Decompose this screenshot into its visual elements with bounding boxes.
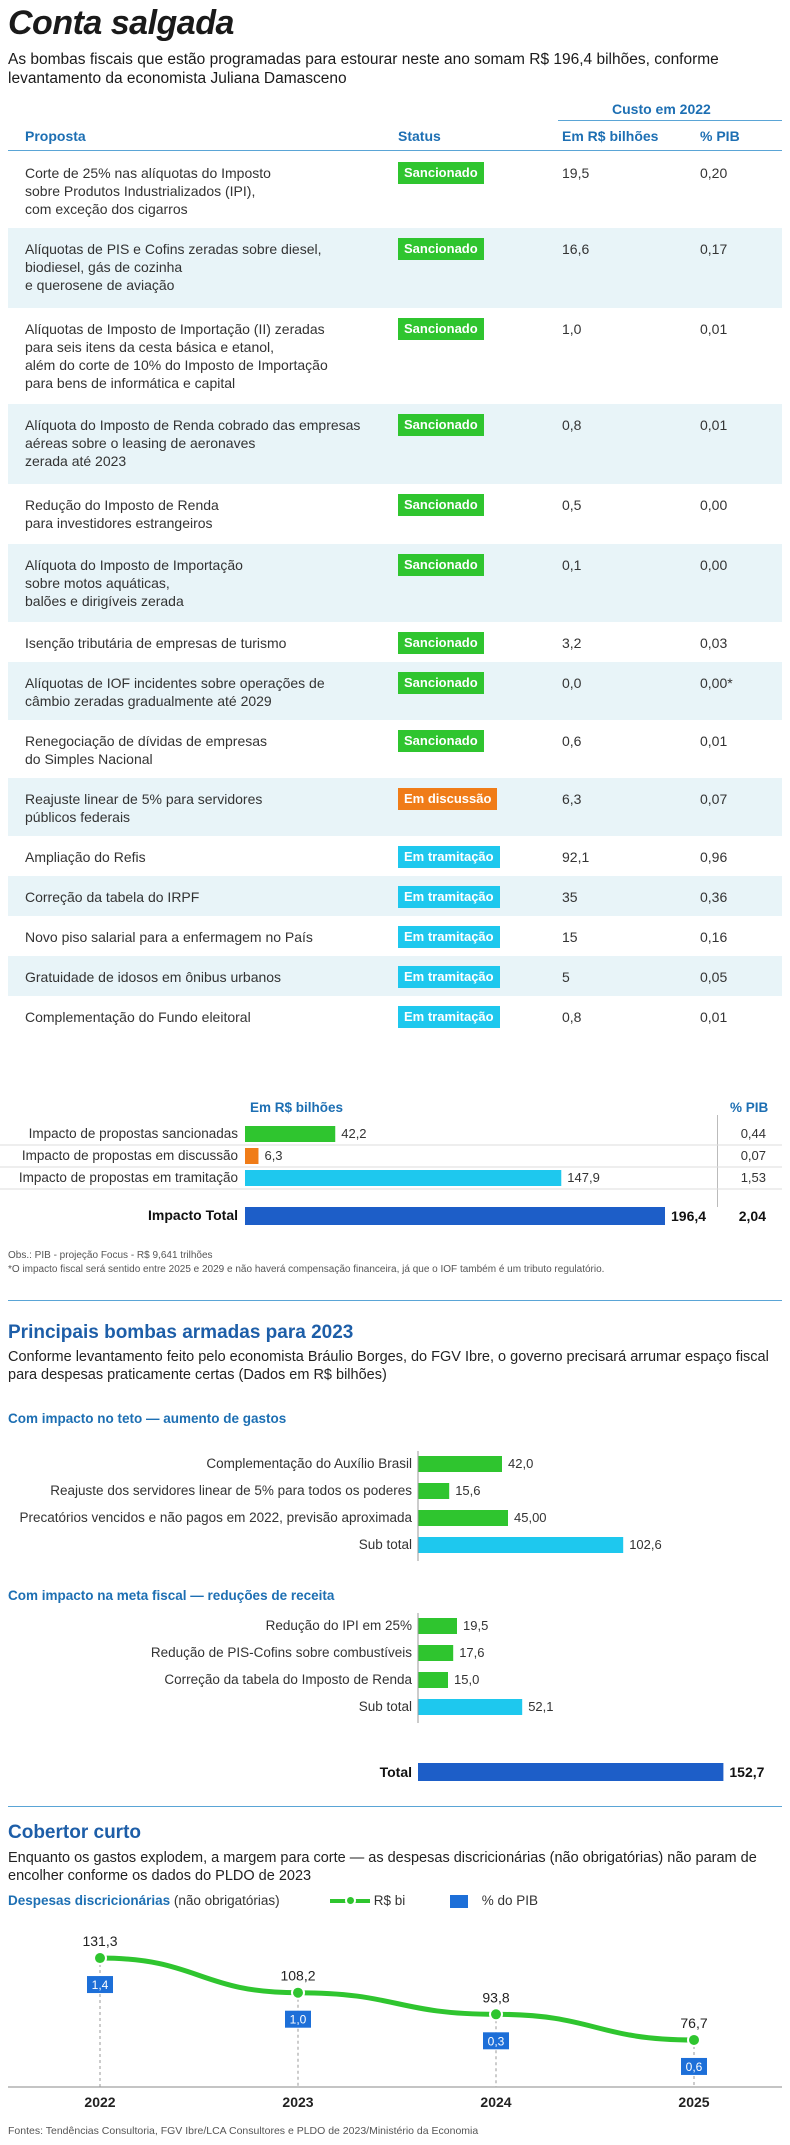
legend-square-icon — [450, 1895, 468, 1908]
pib-value-label: 1,0 — [289, 2012, 307, 2027]
pib-value-label: 1,4 — [91, 1978, 109, 1993]
header-rule — [8, 150, 782, 151]
rsbi-value-label: 93,8 — [482, 1989, 510, 2006]
teto-bar — [418, 1456, 502, 1472]
proposta-cell: Alíquota do Imposto de Renda cobrado das empresas aéreas sobre o leasing de aeronaves zerada até 2023 — [25, 417, 361, 469]
proposta-cell: Alíquotas de Imposto de Importação (II) zeradas para seis itens da cesta básica e etanol, além do corte de 10% do Imposto de Importação para bens de informática e capital — [25, 321, 328, 391]
teto-value-label: 102,6 — [629, 1537, 662, 1552]
status-badge: Sancionado — [398, 238, 484, 260]
table-row — [8, 876, 782, 916]
teto-category-label: Sub total — [358, 1537, 412, 1552]
table-row — [8, 778, 782, 836]
bilhoes-cell: 19,5 — [562, 165, 590, 181]
rsbi-point — [94, 1952, 106, 1964]
teto-category-label: Precatórios vencidos e não pagos em 2022, previsão aproximada — [19, 1510, 412, 1525]
pib-cell: 0,03 — [700, 635, 728, 651]
pib-cell: 0,96 — [700, 849, 728, 865]
meta-value-label: 19,5 — [463, 1618, 489, 1633]
proposta-cell: Corte de 25% nas alíquotas do Imposto sobre Produtos Industrializados (IPI), com exceção dos cigarros — [25, 165, 271, 217]
proposta-cell: Ampliação do Refis — [25, 849, 146, 865]
meta-total-bar — [418, 1763, 723, 1781]
proposta-cell: Isenção tributária de empresas de turismo — [25, 635, 287, 651]
proposta-cell: Alíquotas de IOF incidentes sobre operações de câmbio zeradas gradualmente até 2029 — [25, 675, 325, 709]
pib-cell: 0,01 — [700, 417, 728, 433]
section2-text: Conforme levantamento feito pelo economista Bráulio Borges, do FGV Ibre, o governo precisará arrumar espaço fiscal para despesas praticamente certas (Dados em R$ bilhões) — [8, 1349, 769, 1383]
table-row — [8, 404, 782, 484]
section-divider-1 — [8, 1300, 782, 1301]
teto-category-label: Reajuste dos servidores linear de 5% para todos os poderes — [50, 1483, 412, 1498]
col-status-header: Status — [398, 128, 441, 144]
meta-category-label: Correção da tabela do Imposto de Renda — [164, 1672, 412, 1687]
bilhoes-cell: 0,8 — [562, 1009, 582, 1025]
summary-value-label: 147,9 — [567, 1170, 600, 1185]
rsbi-point — [688, 2034, 700, 2046]
bilhoes-cell: 92,1 — [562, 849, 590, 865]
group-header: Custo em 2022 — [612, 101, 711, 117]
summary-impact-chart — [0, 1115, 790, 1225]
teto-subtitle: Com impacto no teto — aumento de gastos — [8, 1411, 287, 1426]
summary-xlabel: Em R$ bilhões — [250, 1100, 344, 1115]
status-badge: Em discussão — [398, 788, 497, 810]
x-tick-label: 2024 — [480, 2094, 512, 2110]
bilhoes-cell: 3,2 — [562, 635, 582, 651]
meta-bar — [418, 1645, 453, 1661]
teto-value-label: 45,00 — [514, 1510, 547, 1525]
discretionary-line-chart — [0, 1915, 790, 2115]
bilhoes-cell: 1,0 — [562, 321, 582, 337]
summary-value-label: 6,3 — [264, 1148, 283, 1163]
legend-pib: % do PIB — [450, 1893, 538, 1908]
rsbi-value-label: 108,2 — [280, 1967, 316, 1984]
section-divider-2 — [8, 1806, 782, 1807]
table-row — [8, 916, 782, 956]
status-badge: Sancionado — [398, 494, 484, 516]
x-tick-label: 2023 — [282, 2094, 314, 2110]
status-badge: Sancionado — [398, 318, 484, 340]
legend-rsbi: R$ bi — [330, 1893, 405, 1908]
legend-line-icon — [330, 1899, 370, 1903]
meta-value-label: 15,0 — [454, 1672, 480, 1687]
x-tick-label: 2025 — [678, 2094, 710, 2110]
proposta-cell: Alíquota do Imposto de Importação sobre motos aquáticas, balões e dirigíveis zerada — [25, 557, 243, 609]
rsbi-point — [292, 1987, 304, 1999]
summary-category-label: Impacto de propostas sancionadas — [28, 1126, 238, 1141]
summary-pib-value: 0,07 — [740, 1148, 766, 1163]
pib-cell: 0,05 — [700, 969, 728, 985]
rsbi-point — [490, 2008, 502, 2020]
table-row — [8, 228, 782, 308]
proposta-cell: Correção da tabela do IRPF — [25, 889, 200, 905]
pib-cell: 0,01 — [700, 733, 728, 749]
table-row — [8, 662, 782, 720]
pib-cell: 0,00 — [700, 497, 728, 513]
teto-bar — [418, 1483, 449, 1499]
table-row — [8, 996, 782, 1036]
rsbi-value-label: 131,3 — [82, 1933, 118, 1950]
section3-title: Cobertor curto — [8, 1822, 141, 1843]
table-row — [8, 544, 782, 622]
section2-title: Principais bombas armadas para 2023 — [8, 1322, 354, 1343]
teto-bar — [418, 1510, 508, 1526]
teto-value-label: 15,6 — [455, 1483, 481, 1498]
proposta-cell: Gratuidade de idosos em ônibus urbanos — [25, 969, 282, 985]
pib-cell: 0,16 — [700, 929, 728, 945]
summary-total-value: 196,4 — [671, 1208, 707, 1224]
summary-category-label: Impacto de propostas em discussão — [21, 1148, 238, 1163]
bilhoes-cell: 0,0 — [562, 675, 582, 691]
summary-pib-value: 0,44 — [740, 1126, 766, 1141]
meta-category-label: Sub total — [358, 1699, 412, 1714]
summary-bar — [245, 1148, 258, 1164]
bilhoes-cell: 5 — [562, 969, 570, 985]
meta-value-label: 17,6 — [459, 1645, 485, 1660]
meta-chart — [0, 1612, 790, 1792]
table-row — [8, 308, 782, 404]
bilhoes-cell: 16,6 — [562, 241, 590, 257]
teto-bar — [418, 1537, 623, 1553]
table-row — [8, 720, 782, 778]
proposta-cell: Renegociação de dívidas de empresas do Simples Nacional — [25, 733, 268, 767]
teto-value-label: 42,0 — [508, 1456, 534, 1471]
status-badge: Sancionado — [398, 554, 484, 576]
summary-bar — [245, 1126, 335, 1142]
proposta-cell: Redução do Imposto de Renda para investidores estrangeiros — [25, 497, 219, 531]
summary-total-pib: 2,04 — [738, 1208, 766, 1224]
obs-note: Obs.: PIB - projeção Focus - R$ 9,641 trilhões — [8, 1250, 213, 1261]
rsbi-value-label: 76,7 — [680, 2014, 708, 2031]
status-badge: Em tramitação — [398, 846, 500, 868]
table-row — [8, 484, 782, 544]
col-pib-header: % PIB — [700, 128, 740, 144]
status-badge: Em tramitação — [398, 1006, 500, 1028]
summary-bar — [245, 1170, 561, 1186]
page-subtitle: As bombas fiscais que estão programadas para estourar neste ano somam R$ 196,4 bilhões, conforme levantamento da economista Juliana Damasceno — [8, 51, 719, 87]
pib-cell: 0,36 — [700, 889, 728, 905]
status-badge: Sancionado — [398, 162, 484, 184]
table-row — [8, 622, 782, 662]
proposta-cell: Novo piso salarial para a enfermagem no País — [25, 929, 313, 945]
pib-cell: 0,00 — [700, 557, 728, 573]
bilhoes-cell: 0,6 — [562, 733, 582, 749]
col-bilhoes-header: Em R$ bilhões — [562, 128, 659, 144]
col-proposta-header: Proposta — [25, 128, 86, 144]
bilhoes-cell: 0,1 — [562, 557, 582, 573]
meta-subtitle: Com impacto na meta fiscal — reduções de receita — [8, 1588, 335, 1603]
page-title: Conta salgada — [8, 4, 234, 42]
teto-category-label: Complementação do Auxílio Brasil — [206, 1456, 412, 1471]
meta-bar — [418, 1618, 457, 1634]
table-row — [8, 956, 782, 996]
meta-total-label: Total — [379, 1764, 412, 1780]
meta-total-value: 152,7 — [729, 1764, 765, 1780]
bilhoes-cell: 0,5 — [562, 497, 582, 513]
bilhoes-cell: 15 — [562, 929, 578, 945]
proposta-cell: Complementação do Fundo eleitoral — [25, 1009, 251, 1025]
status-badge: Em tramitação — [398, 886, 500, 908]
status-badge: Sancionado — [398, 632, 484, 654]
pib-cell: 0,01 — [700, 1009, 728, 1025]
summary-category-label: Impacto de propostas em tramitação — [18, 1170, 238, 1185]
footnote: *O impacto fiscal será sentido entre 2025 e 2029 e não haverá compensação financeira, já que o IOF também é um tributo regulatório. — [8, 1264, 605, 1275]
summary-pib-value: 1,53 — [740, 1170, 766, 1185]
section3-text: Enquanto os gastos explodem, a margem para corte — as despesas discricionárias (não obrigatórias) não param de encolher conforme os dados do PLDO de 2023 — [8, 1850, 757, 1884]
x-tick-label: 2022 — [84, 2094, 116, 2110]
proposta-cell: Alíquotas de PIS e Cofins zeradas sobre diesel, biodiesel, gás de cozinha e querosene de aviação — [25, 241, 322, 293]
meta-category-label: Redução de PIS-Cofins sobre combustíveis — [150, 1645, 412, 1660]
summary-value-label: 42,2 — [341, 1126, 367, 1141]
bilhoes-cell: 6,3 — [562, 791, 582, 807]
pib-cell: 0,17 — [700, 241, 728, 257]
table-row — [8, 836, 782, 876]
line-chart-title: Despesas discricionárias (não obrigatórias) — [8, 1893, 280, 1908]
pib-value-label: 0,3 — [487, 2034, 505, 2049]
pib-cell: 0,00* — [700, 675, 733, 691]
teto-chart — [0, 1445, 790, 1575]
summary-total-label: Impacto Total — [148, 1207, 238, 1223]
bilhoes-cell: 35 — [562, 889, 578, 905]
meta-bar — [418, 1672, 448, 1688]
bilhoes-cell: 0,8 — [562, 417, 582, 433]
meta-category-label: Redução do IPI em 25% — [265, 1618, 412, 1633]
meta-value-label: 52,1 — [528, 1699, 554, 1714]
meta-bar — [418, 1699, 522, 1715]
summary-total-bar — [245, 1207, 665, 1225]
proposta-cell: Reajuste linear de 5% para servidores públicos federais — [25, 791, 263, 825]
source-note: Fontes: Tendências Consultoria, FGV Ibre/LCA Consultores e PLDO de 2023/Ministério da Economia — [8, 2125, 479, 2137]
status-badge: Sancionado — [398, 730, 484, 752]
status-badge: Em tramitação — [398, 966, 500, 988]
status-badge: Em tramitação — [398, 926, 500, 948]
pib-cell: 0,20 — [700, 165, 728, 181]
rsbi-series-line — [100, 1958, 694, 2040]
group-header-rule — [558, 120, 782, 121]
pib-cell: 0,01 — [700, 321, 728, 337]
pib-value-label: 0,6 — [685, 2059, 703, 2074]
status-badge: Sancionado — [398, 672, 484, 694]
pib-cell: 0,07 — [700, 791, 728, 807]
status-badge: Sancionado — [398, 414, 484, 436]
summary-pib-label: % PIB — [730, 1100, 769, 1115]
table-row — [8, 152, 782, 228]
